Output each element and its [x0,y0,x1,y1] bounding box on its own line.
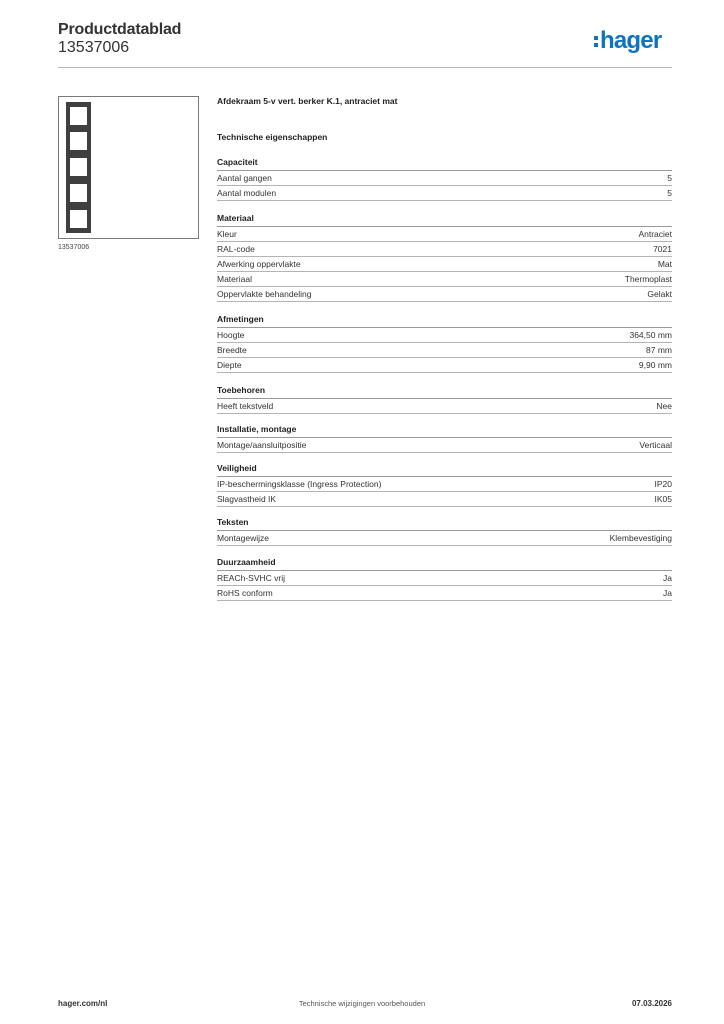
spec-row-value: Antraciet [638,229,672,239]
spec-group [217,313,672,373]
spec-group-title: Teksten [217,516,672,531]
spec-row [217,571,672,586]
spec-row-value: IP20 [654,479,672,489]
spec-row-value: Verticaal [639,440,672,450]
spec-row [217,242,672,257]
spec-row [217,257,672,272]
spec-row-value: 87 mm [646,345,672,355]
spec-row [217,272,672,287]
spec-row-label: RoHS conform [217,588,273,598]
spec-group-title: Duurzaamheid [217,556,672,571]
frame-opening [70,132,87,150]
spec-heading: Technische eigenschappen [217,132,328,142]
spec-row-label: Montage/aansluitpositie [217,440,307,450]
spec-row-value: Thermoplast [624,274,672,284]
footer-disclaimer: Technische wijzigingen voorbehouden [298,999,426,1008]
spec-row-value: Nee [656,401,672,411]
spec-row-label: Montagewijze [217,533,269,543]
header-divider [58,67,672,68]
hager-logo [594,28,661,54]
spec-row-label: Kleur [217,229,237,239]
spec-row [217,343,672,358]
spec-row-label: Aantal gangen [217,173,272,183]
product-name: Afdekraam 5-v vert. berker K.1, antraciet mat [217,96,398,106]
spec-row-label: Slagvastheid IK [217,494,277,504]
spec-group-title: Toebehoren [217,384,672,399]
spec-row [217,328,672,343]
spec-row [217,492,672,507]
spec-row-value: 7021 [653,244,672,254]
spec-groups [217,156,672,601]
spec-section [217,95,672,601]
frame-opening [70,107,87,125]
logo-dots-icon [594,34,598,48]
spec-group-title: Veiligheid [217,462,672,477]
spec-group [217,212,672,302]
frame-5-gang-vertical-icon [66,102,91,233]
spec-row-value: 9,90 mm [638,360,672,370]
spec-row-value: Ja [663,588,672,598]
spec-group [217,423,672,453]
spec-row-label: Oppervlakte behandeling [217,289,312,299]
frame-opening [70,184,87,202]
doc-title: Productdatablad [58,21,182,38]
spec-row [217,227,672,242]
spec-group-title: Afmetingen [217,313,672,328]
frame-opening [70,158,87,176]
spec-row [217,399,672,414]
spec-row [217,171,672,186]
spec-row-label: REACh-SVHC vrij [217,573,286,583]
spec-row-value: Gelakt [647,289,672,299]
spec-row [217,531,672,546]
spec-row-value: Mat [657,259,672,269]
spec-group [217,156,672,201]
spec-group-title: Installatie, montage [217,423,672,438]
spec-row [217,186,672,201]
product-image [58,96,199,239]
image-caption: 13537006 [58,244,90,251]
spec-row-value: Ja [663,573,672,583]
spec-row [217,477,672,492]
spec-row-label: Diepte [217,360,242,370]
spec-row-value: 5 [667,173,672,183]
footer-date: 07.03.2026 [631,999,672,1008]
spec-row-value: Klembevestiging [609,533,672,543]
spec-row-label: Aantal modulen [217,188,277,198]
spec-row [217,586,672,601]
spec-row-label: Afwerking oppervlakte [217,259,301,269]
spec-group-title: Materiaal [217,212,672,227]
spec-group [217,516,672,546]
logo-text: hager [600,27,662,54]
spec-row-label: RAL-code [217,244,255,254]
spec-row-value: 364,50 mm [629,330,672,340]
frame-opening [70,210,87,228]
spec-row-label: IP-beschermingsklasse (Ingress Protection) [217,479,382,489]
doc-number: 13537006 [58,39,130,56]
spec-group [217,384,672,414]
spec-row-label: Materiaal [217,274,252,284]
spec-row-label: Breedte [217,345,247,355]
spec-row [217,287,672,302]
spec-group [217,462,672,507]
spec-row [217,358,672,373]
footer-website: hager.com/nl [58,999,108,1008]
spec-row-label: Heeft tekstveld [217,401,274,411]
spec-row [217,438,672,453]
spec-group [217,556,672,601]
spec-group-title: Capaciteit [217,156,672,171]
spec-row-value: IK05 [654,494,672,504]
spec-row-label: Hoogte [217,330,245,340]
spec-row-value: 5 [667,188,672,198]
